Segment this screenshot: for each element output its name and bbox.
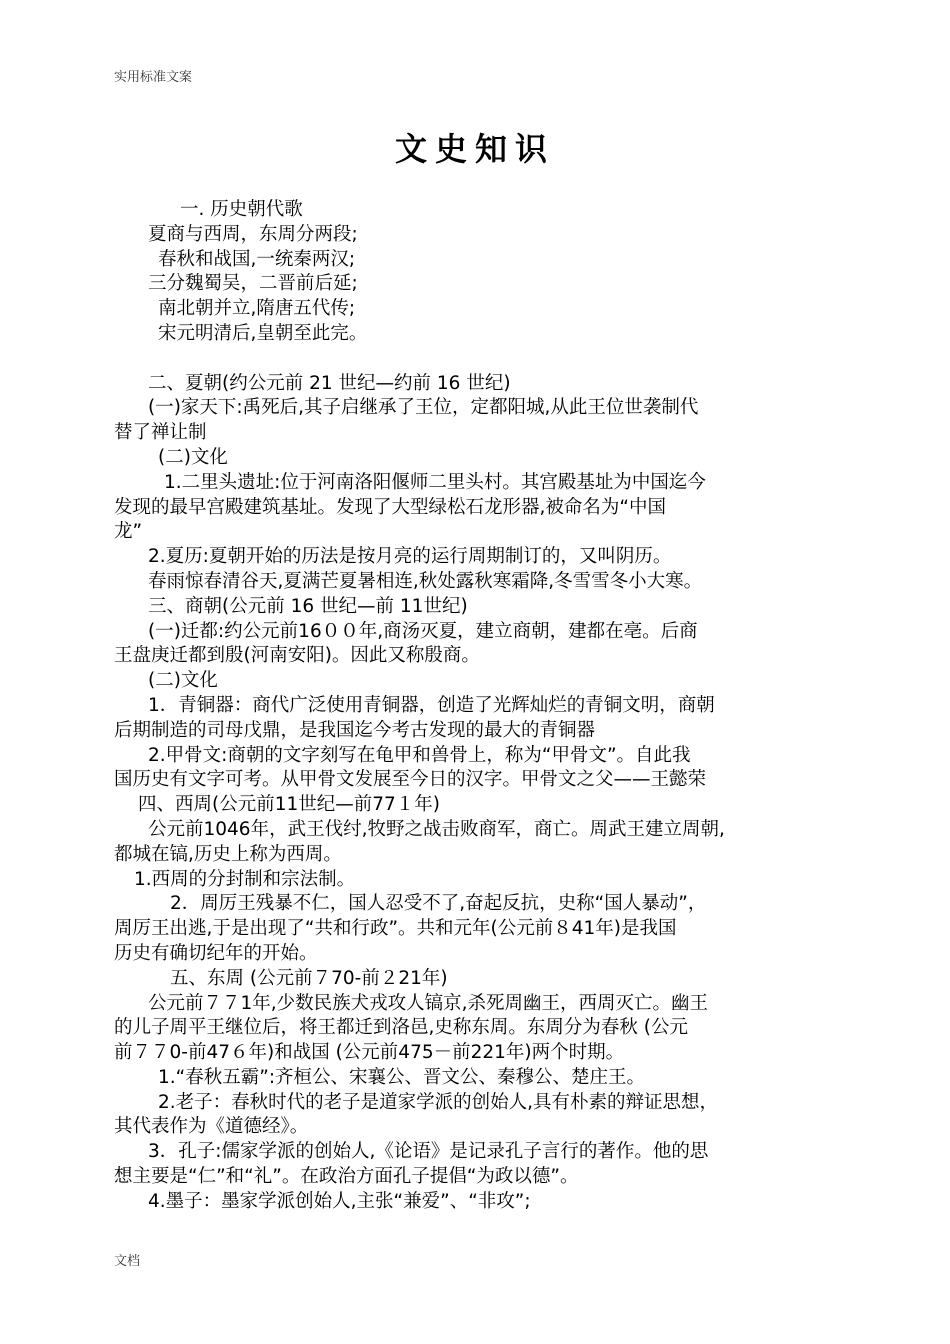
text-line: 其代表作为《道德经》。: [114, 1116, 309, 1138]
text-line: 王盘庚迁都到殷(河南安阳)。因此又称殷商。: [114, 645, 480, 667]
text-line: 春秋和战国,一统秦两汉;: [158, 248, 356, 270]
page-footer: 文档: [114, 1254, 141, 1269]
text-line: 2.夏历:夏朝开始的历法是按月亮的运行周期制订的，又叫阴历。: [148, 546, 672, 568]
text-line: 一. 历史朝代歌: [180, 199, 303, 220]
text-line: 3．孔子:儒家学派的创始人,《论语》是记录孔子言行的著作。他的思: [148, 1141, 709, 1163]
text-line: 宋元明清后,皇朝至此完。: [158, 322, 368, 344]
text-line: 前７７0-前47６年)和战国 (公元前475－前221年)两个时期。: [114, 1042, 625, 1064]
header-divider: [114, 89, 836, 90]
text-line: 二、夏朝(约公元前 21 世纪—约前 16 世纪): [148, 372, 511, 394]
text-line: 夏商与西周，东周分两段;: [148, 223, 358, 245]
text-line: 南北朝并立,隋唐五代传;: [158, 298, 356, 320]
text-line: 1.“春秋五霸”:齐桓公、宋襄公、晋文公、秦穆公、楚庄王。: [158, 1066, 646, 1088]
text-line: 三、商朝(公元前 16 世纪—前 11世纪): [148, 595, 468, 617]
blank-line: [114, 347, 844, 372]
text-line: (二)文化: [158, 446, 228, 468]
page-header: 实用标准文案: [114, 70, 193, 85]
text-line: 1.二里头遗址:位于河南洛阳偃师二里头村。其宫殿基址为中国迄今: [164, 471, 706, 493]
text-line: (二)文化: [148, 670, 218, 692]
text-line: 五、东周 (公元前７70-前２21年): [170, 967, 448, 989]
text-line: 4.墨子：墨家学派创始人,主张“兼爱”、“非攻”;: [148, 1190, 531, 1212]
text-line: 想主要是“仁”和“礼”。在政治方面孔子提倡“为政以德”。: [114, 1166, 579, 1188]
text-line: 四、西周(公元前11世纪—前77１年): [138, 794, 441, 816]
text-line: 替了禅让制: [114, 422, 207, 444]
text-line: 发现的最早宫殿建筑基址。发现了大型绿松石龙形器,被命名为“中国: [114, 496, 666, 518]
text-line: 龙”: [114, 521, 143, 543]
text-line: 的儿子周平王继位后，将王都迁到洛邑,史称东周。东周分为春秋 (公元: [114, 1017, 688, 1039]
text-line: 2.甲骨文:商朝的文字刻写在龟甲和兽骨上，称为“甲骨文”。自此我: [148, 744, 691, 766]
text-line: 2.老子：春秋时代的老子是道家学派的创始人,具有朴素的辩证思想，: [158, 1091, 719, 1113]
document-title: 文史知识: [394, 130, 555, 168]
text-line: 1．青铜器：商代广泛使用青铜器，创造了光辉灿烂的青铜文明，商朝: [148, 694, 715, 716]
text-line: 公元前７７1年,少数民族犬戎攻人镐京,杀死周幽王，西周灭亡。幽王: [148, 992, 709, 1014]
text-line: 公元前1046年，武王伐纣,牧野之战击败商军，商亡。周武王建立周朝,: [148, 818, 725, 840]
text-line: 历史有确切纪年的开始。: [114, 942, 318, 964]
text-line: 周厉王出逃,于是出现了“共和行政”。共和元年(公元前８41年)是我国: [114, 918, 677, 940]
text-line: (一)迁都:约公元前16００年,商汤灭夏，建立商朝，建都在亳。后商: [148, 620, 698, 642]
document-body: [114, 198, 844, 1215]
text-line: 后期制造的司母戊鼎，是我国迄今考古发现的最大的青铜器: [114, 719, 596, 741]
text-line: 都城在镐,历史上称为西周。: [114, 843, 342, 865]
text-line: 国历史有文字可考。从甲骨文发展至今日的汉字。甲骨文之父——王懿荣: [114, 769, 707, 791]
text-line: 三分魏蜀吴，二晋前后延;: [148, 273, 358, 295]
text-line: 春雨惊春清谷天,夏满芒夏暑相连,秋处露秋寒霜降,冬雪雪冬小大寒。: [148, 570, 703, 592]
text-line: (一)家天下:禹死后,其子启继承了王位，定都阳城,从此王位世袭制代: [148, 397, 699, 419]
text-line: 2．周厉王残暴不仁，国人忍受不了,奋起反抗，史称“国人暴动”，: [170, 893, 707, 915]
text-line: 1.西周的分封制和宗法制。: [134, 868, 356, 890]
